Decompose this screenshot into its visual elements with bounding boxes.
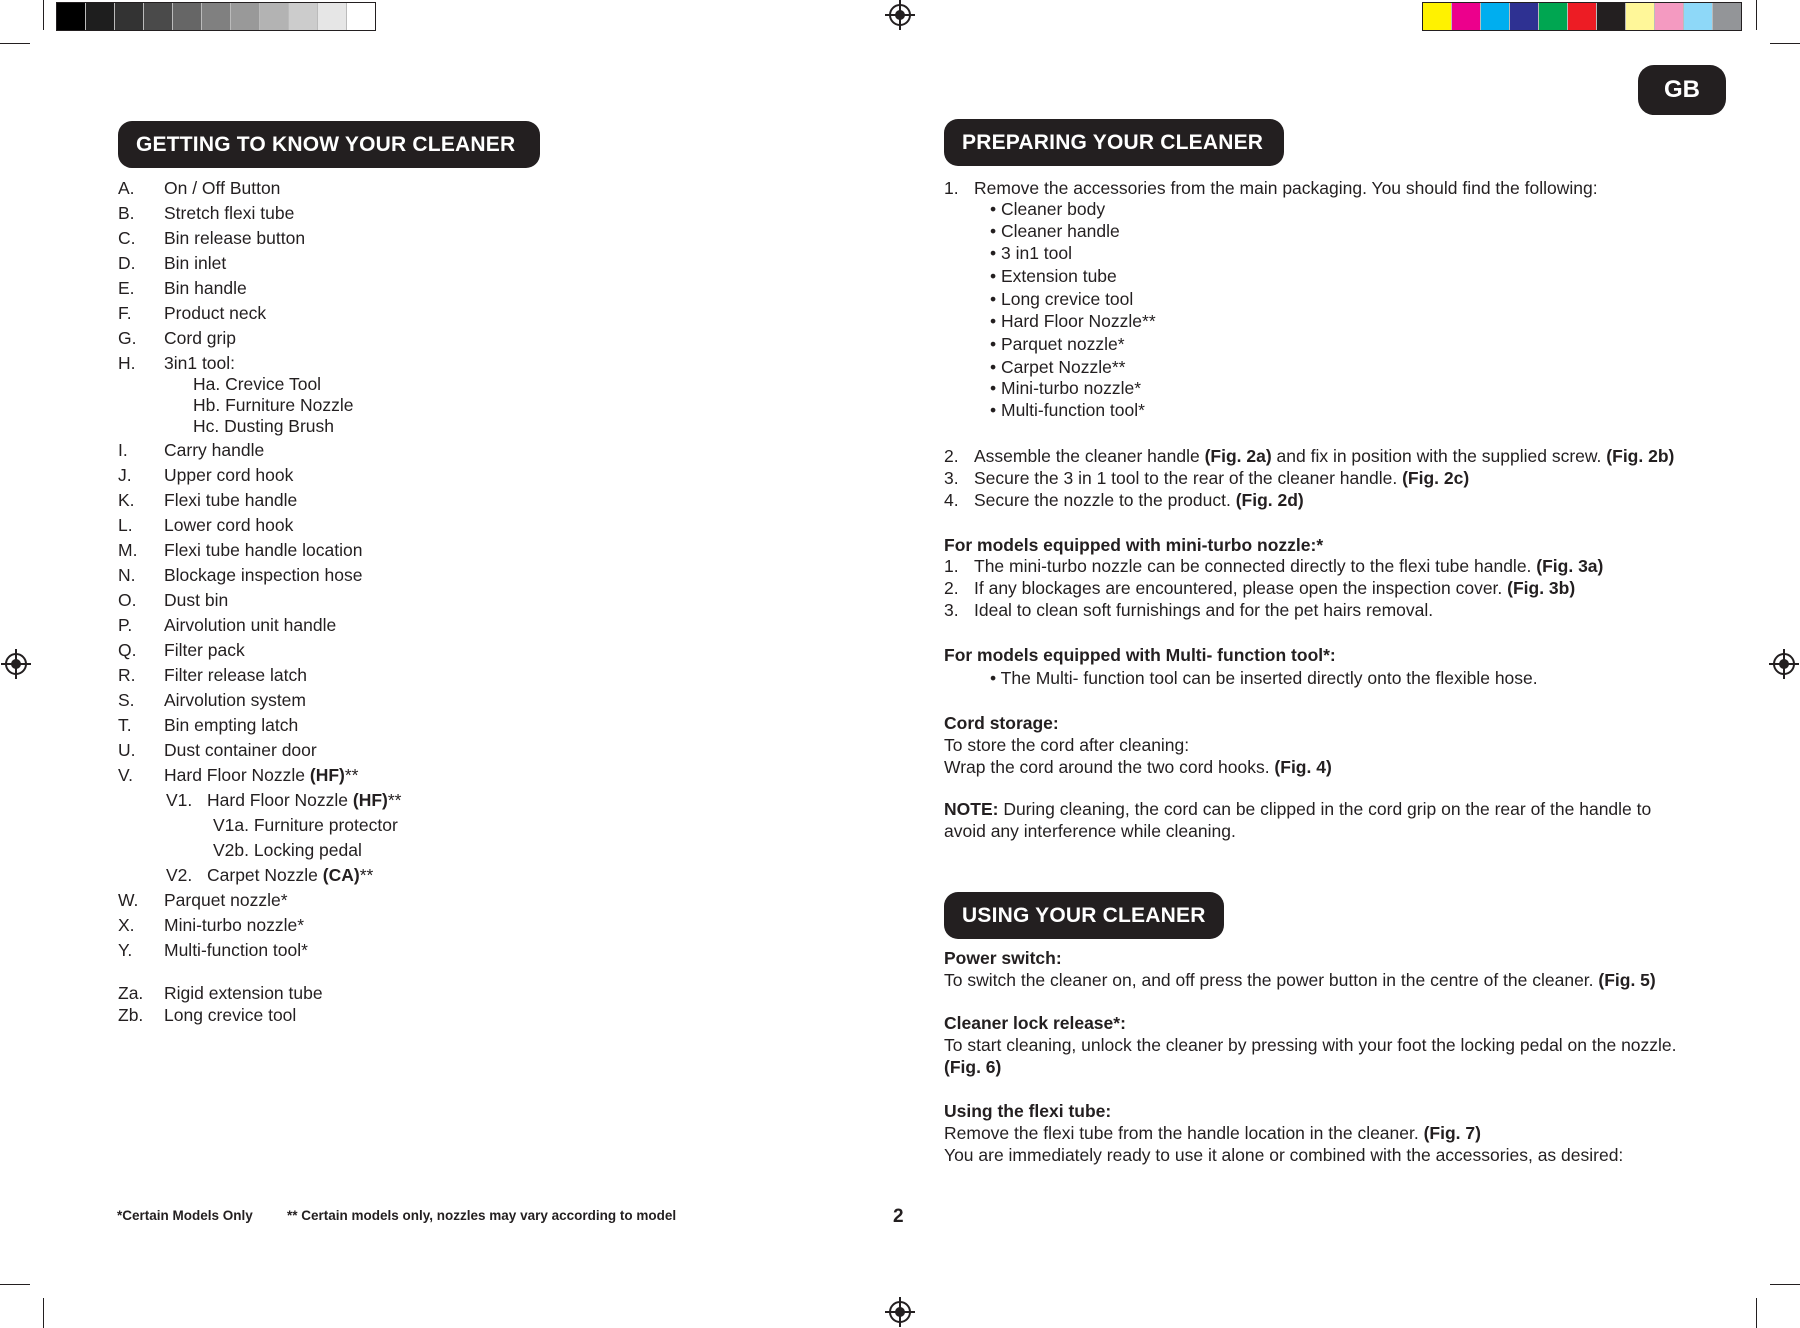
part-letter: U. <box>118 740 136 760</box>
note-label: NOTE: <box>944 799 999 819</box>
flexi-tube-text2: You are immediately ready to use it alone or combined with the accessories, as desired: <box>944 1145 1624 1165</box>
accessory-item: • Mini-turbo nozzle* <box>990 378 1142 398</box>
part-letter: A. <box>118 178 135 198</box>
part-label: Stretch flexi tube <box>164 203 295 223</box>
figure-ref: (Fig. 3a) <box>1536 556 1604 576</box>
part-label: Dust bin <box>164 590 229 610</box>
color-swatch <box>289 3 318 30</box>
registration-mark-icon <box>1773 653 1795 675</box>
flexi-tube-text1: Remove the flexi tube from the handle location in the cleaner. <box>944 1123 1424 1143</box>
crop-mark <box>0 1284 30 1285</box>
crop-mark <box>43 0 44 30</box>
color-swatch <box>115 3 144 30</box>
part-label-text: Carpet Nozzle <box>207 865 323 885</box>
part-letter: V2. <box>166 865 193 885</box>
part-letter: D. <box>118 253 136 273</box>
accessory-item: • Long crevice tool <box>990 289 1134 309</box>
lock-release-block <box>944 1012 1684 1078</box>
registration-mark-icon <box>5 653 27 675</box>
part-letter: X. <box>118 915 135 935</box>
color-swatch <box>347 3 375 30</box>
step-text-part: The mini-turbo nozzle can be connected directly to the flexi tube handle. <box>974 556 1537 576</box>
part-label: Lower cord hook <box>164 515 294 535</box>
part-label: Dust container door <box>164 740 317 760</box>
part-label-suffix: ** <box>344 765 359 785</box>
part-label: Flexi tube handle <box>164 490 298 510</box>
crop-mark <box>1756 0 1757 30</box>
section-heading-preparing: PREPARING YOUR CLEANER <box>944 119 1284 166</box>
part-label: Filter pack <box>164 640 245 660</box>
part-label: Product neck <box>164 303 267 323</box>
part-label: Bin inlet <box>164 253 227 273</box>
part-letter: I. <box>118 440 128 460</box>
color-swatch <box>1684 3 1713 30</box>
color-swatch <box>86 3 115 30</box>
accessory-item: • Hard Floor Nozzle** <box>990 311 1156 331</box>
grayscale-color-bar <box>56 2 376 31</box>
accessory-item: • 3 in1 tool <box>990 243 1073 263</box>
part-letter: B. <box>118 203 135 223</box>
part-label: Bin release button <box>164 228 306 248</box>
part-letter: W. <box>118 890 139 910</box>
part-label-suffix: ** <box>359 865 374 885</box>
accessory-item: • Multi-function tool* <box>990 400 1145 420</box>
part-label: Parquet nozzle* <box>164 890 288 910</box>
part-label: 3in1 tool: <box>164 353 236 373</box>
step-text <box>974 490 1304 511</box>
part-label: Long crevice tool <box>164 1005 297 1025</box>
part-label-suffix: ** <box>387 790 402 810</box>
part-letter: L. <box>118 515 133 535</box>
registration-mark-icon <box>889 1301 911 1323</box>
footnote-certain-models: *Certain Models Only <box>117 1208 253 1223</box>
part-label: Airvolution unit handle <box>164 615 337 635</box>
accessory-item: • Parquet nozzle* <box>990 334 1125 354</box>
page-number: 2 <box>893 1206 904 1227</box>
part-label: Upper cord hook <box>164 465 294 485</box>
color-swatch <box>1452 3 1481 30</box>
flexi-figure-ref: (Fig. 7) <box>1423 1123 1481 1143</box>
part-subitem: Hb. Furniture Nozzle <box>193 395 354 415</box>
color-swatch <box>57 3 86 30</box>
part-letter: H. <box>118 353 136 373</box>
part-letter: G. <box>118 328 137 348</box>
cord-storage-block <box>944 712 1684 778</box>
step-text <box>974 600 1433 621</box>
part-label-text: Hard Floor Nozzle <box>164 765 310 785</box>
part-label: Blockage inspection hose <box>164 565 363 585</box>
step-number: 4. <box>944 490 959 510</box>
step-number: 1. <box>944 556 959 576</box>
multi-function-title: For models equipped with Multi- function tool*: <box>944 645 1336 665</box>
cord-storage-line1: To store the cord after cleaning: <box>944 735 1190 755</box>
power-switch-block <box>944 947 1684 991</box>
note-line2: avoid any interference while cleaning. <box>944 821 1236 841</box>
color-swatch <box>1626 3 1655 30</box>
color-swatch <box>1655 3 1684 30</box>
step-text <box>974 468 1469 489</box>
part-letter: Q. <box>118 640 137 660</box>
cord-storage-line2: Wrap the cord around the two cord hooks. <box>944 757 1275 777</box>
crop-mark <box>1770 1284 1800 1285</box>
color-swatch <box>1510 3 1539 30</box>
part-letter: Y. <box>118 940 133 960</box>
part-letter: P. <box>118 615 133 635</box>
cord-storage-title: Cord storage: <box>944 713 1059 733</box>
step-text-part: Ideal to clean soft furnishings and for the pet hairs removal. <box>974 600 1434 620</box>
part-subitem: Ha. Crevice Tool <box>193 374 322 394</box>
part-subitem: V1a. Furniture protector <box>213 815 398 835</box>
step-text <box>974 578 1575 599</box>
part-subitem: V2b. Locking pedal <box>213 840 362 860</box>
color-swatch <box>144 3 173 30</box>
crop-mark <box>1770 43 1800 44</box>
color-swatch <box>1539 3 1568 30</box>
part-label <box>207 865 373 886</box>
step-number: 3. <box>944 600 959 620</box>
step-number: 2. <box>944 578 959 598</box>
color-swatch <box>318 3 347 30</box>
part-label: Airvolution system <box>164 690 306 710</box>
part-letter: C. <box>118 228 136 248</box>
part-subitem: Hc. Dusting Brush <box>193 416 335 436</box>
part-code: (HF) <box>352 790 388 810</box>
part-label-text: Hard Floor Nozzle <box>207 790 353 810</box>
footnote-nozzles-vary: ** Certain models only, nozzles may vary according to model <box>287 1208 677 1223</box>
color-swatch <box>1597 3 1626 30</box>
figure-ref: (Fig. 2b) <box>1606 446 1675 466</box>
part-label: Bin empting latch <box>164 715 299 735</box>
part-label: Flexi tube handle location <box>164 540 363 560</box>
color-swatch <box>202 3 231 30</box>
step-text-part: and fix in position with the supplied screw. <box>1271 446 1607 466</box>
accessory-item: • Extension tube <box>990 266 1117 286</box>
part-label: Rigid extension tube <box>164 983 323 1003</box>
part-letter: Za. <box>118 983 144 1003</box>
accessory-item: • Carpet Nozzle** <box>990 357 1126 377</box>
step-text-part: Assemble the cleaner handle <box>974 446 1205 466</box>
part-letter: V. <box>118 765 133 785</box>
cord-figure-ref: (Fig. 4) <box>1274 757 1332 777</box>
section-heading-using: USING YOUR CLEANER <box>944 892 1224 939</box>
part-label: Filter release latch <box>164 665 307 685</box>
crop-mark <box>0 43 30 44</box>
part-letter: M. <box>118 540 138 560</box>
part-letter: R. <box>118 665 136 685</box>
part-label: On / Off Button <box>164 178 281 198</box>
part-letter: F. <box>118 303 132 323</box>
step-number: 1. <box>944 178 959 198</box>
note-block <box>944 798 1684 842</box>
crop-mark <box>43 1298 44 1328</box>
part-label: Cord grip <box>164 328 236 348</box>
color-swatch <box>1423 3 1452 30</box>
section-heading-getting-to-know: GETTING TO KNOW YOUR CLEANER <box>118 121 540 168</box>
crop-mark <box>1756 1298 1757 1328</box>
color-swatch <box>173 3 202 30</box>
cmyk-color-bar <box>1422 2 1742 31</box>
accessory-item: • Cleaner handle <box>990 221 1120 241</box>
figure-ref: (Fig. 3b) <box>1507 578 1576 598</box>
part-letter: O. <box>118 590 137 610</box>
lock-release-title: Cleaner lock release*: <box>944 1013 1126 1033</box>
step-number: 3. <box>944 468 959 488</box>
part-label: Multi-function tool* <box>164 940 308 960</box>
step-text-part: Secure the nozzle to the product. <box>974 490 1236 510</box>
power-switch-text: To switch the cleaner on, and off press the power button in the centre of the cleaner. <box>944 970 1599 990</box>
color-swatch <box>231 3 260 30</box>
flexi-tube-block <box>944 1100 1684 1166</box>
figure-ref: (Fig. 2a) <box>1204 446 1272 466</box>
part-letter: T. <box>118 715 132 735</box>
power-figure-ref: (Fig. 5) <box>1598 970 1656 990</box>
color-swatch <box>1481 3 1510 30</box>
step-number: 2. <box>944 446 959 466</box>
part-letter: S. <box>118 690 135 710</box>
mini-turbo-title: For models equipped with mini-turbo nozzle:* <box>944 535 1324 555</box>
part-letter: Zb. <box>118 1005 144 1025</box>
power-switch-title: Power switch: <box>944 948 1062 968</box>
note-line1: During cleaning, the cord can be clipped in the cord grip on the rear of the handle to <box>998 799 1652 819</box>
flexi-tube-title: Using the flexi tube: <box>944 1101 1112 1121</box>
step-text-part: Secure the 3 in 1 tool to the rear of the cleaner handle. <box>974 468 1403 488</box>
part-letter: K. <box>118 490 135 510</box>
registration-mark-icon <box>889 4 911 26</box>
lock-figure-ref: (Fig. 6) <box>944 1057 1002 1077</box>
color-swatch <box>1713 3 1741 30</box>
part-label: Carry handle <box>164 440 265 460</box>
part-letter: V1. <box>166 790 193 810</box>
language-badge: GB <box>1638 65 1726 115</box>
part-letter: J. <box>118 465 132 485</box>
part-label <box>164 765 359 786</box>
color-swatch <box>260 3 289 30</box>
color-swatch <box>1568 3 1597 30</box>
part-letter: N. <box>118 565 136 585</box>
step-text <box>974 446 1674 467</box>
part-letter: E. <box>118 278 135 298</box>
part-label: Bin handle <box>164 278 247 298</box>
part-label <box>207 790 402 811</box>
step-text-part: If any blockages are encountered, please open the inspection cover. <box>974 578 1508 598</box>
part-code: (CA) <box>322 865 360 885</box>
accessory-item: • Cleaner body <box>990 199 1106 219</box>
figure-ref: (Fig. 2d) <box>1235 490 1304 510</box>
figure-ref: (Fig. 2c) <box>1402 468 1470 488</box>
step-text <box>974 556 1603 577</box>
step-text: Remove the accessories from the main packaging. You should find the following: <box>974 178 1598 198</box>
lock-release-text: To start cleaning, unlock the cleaner by pressing with your foot the locking pedal on the nozzle. <box>944 1035 1677 1055</box>
part-code: (HF) <box>309 765 345 785</box>
part-label: Mini-turbo nozzle* <box>164 915 305 935</box>
